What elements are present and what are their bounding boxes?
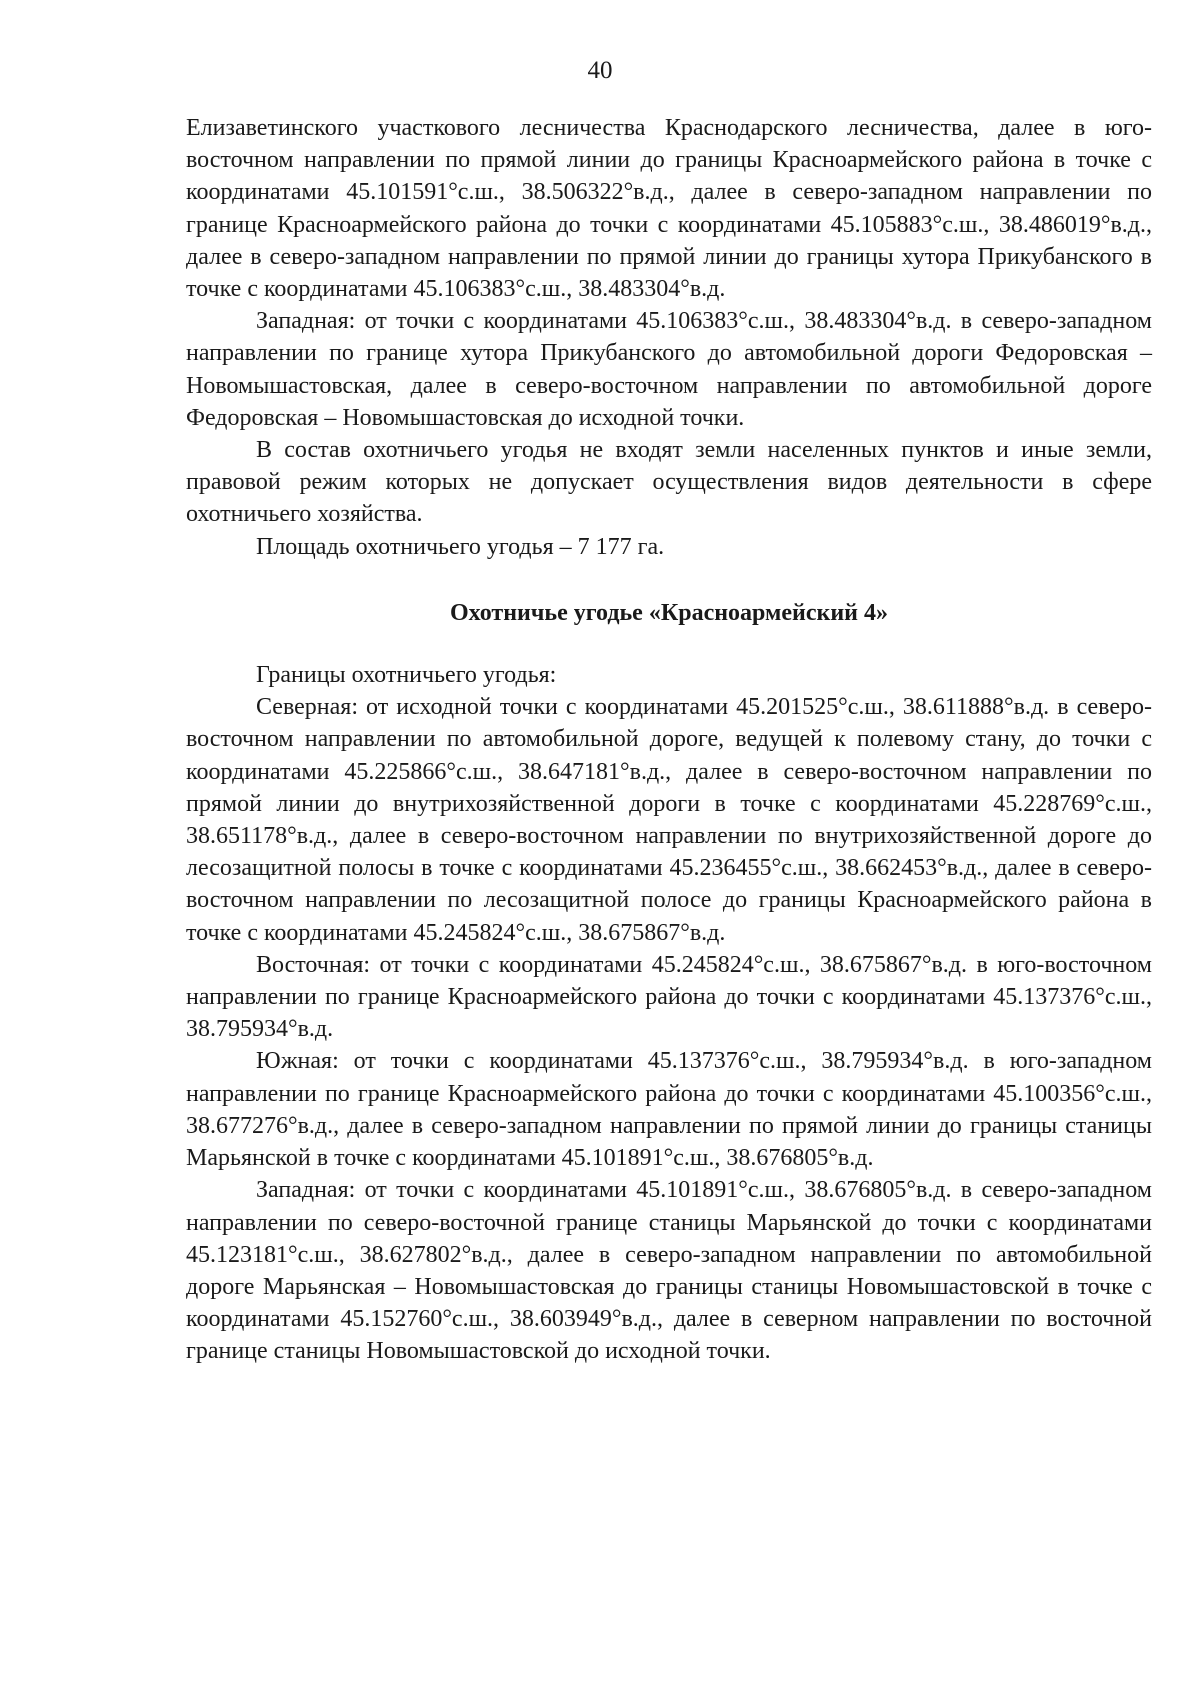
paragraph-boundaries-intro: Границы охотничьего угодья: (256, 662, 557, 689)
paragraph-western-boundary-prev: Западная: от точки с координатами 45.106383°с.ш., 38.483304°в.д. в северо-западном направлении по границе хутора Прикубанского до автомобильной дороги Федоровская – Новомышастовская, далее в северо-восточном направлении по автомобильной дороге Федоровская – Новомышастовская до исходной точки. (186, 308, 1152, 431)
paragraph-eastern-boundary: Восточная: от точки с координатами 45.245824°с.ш., 38.675867°в.д. в юго-восточном направлении по границе Красноармейского района до точки с координатами 45.137376°с.ш., 38.795934°в.д. (186, 951, 1152, 1043)
page-number: 40 (587, 57, 613, 84)
document-body (186, 112, 1152, 1368)
paragraph-southern-boundary: Южная: от точки с координатами 45.137376°с.ш., 38.795934°в.д. в юго-западном направлении по границе Красноармейского района до точки с координатами 45.100356°с.ш., 38.677276°в.д., далее в северо-западном направлении по прямой линии до границы станицы Марьянской в точке с координатами 45.101891°с.ш., 38.676805°в.д. (186, 1048, 1152, 1172)
paragraph-exclusions: В состав охотничьего угодья не входят земли населенных пунктов и иные земли, правовой режим которых не допускает осуществления видов деятельности в сфере охотничьего хозяйства. (186, 437, 1152, 528)
paragraph-northern-boundary: Северная: от исходной точки с координатами 45.201525°с.ш., 38.611888°в.д. в северо-восточном направлении по автомобильной дороге, ведущей к полевому стану, до точки с координатами 45.225866°с.ш., 38.647181°в.д., далее в северо-восточном направлении по прямой линии до внутрихозяйственной дороги в точке с координатами 45.228769°с.ш., 38.651178°в.д., далее в северо-восточном направлении по внутрихозяйственной дороге до лесозащитной полосы в точке с координатами 45.236455°с.ш., 38.662453°в.д., далее в северо-восточном направлении по лесозащитной полосе до границы Красноармейского района в точке с координатами 45.245824°с.ш., 38.675867°в.д. (186, 694, 1152, 946)
paragraph-area: Площадь охотничьего угодья – 7 177 га. (256, 533, 665, 560)
section-heading: Охотничье угодье «Красноармейский 4» (449, 599, 889, 626)
paragraph-continuation: Елизаветинского участкового лесничества Краснодарского лесничества, далее в юго-восточном направлении по прямой линии до границы Красноармейского района в точке с координатами 45.101591°с.ш., 38.506322°в.д., далее в северо-западном направлении по границе Красноармейского района до точки с координатами 45.105883°с.ш., 38.486019°в.д., далее в северо-западном направлении по прямой линии до границы хутора Прикубанского в точке с координатами 45.106383°с.ш., 38.483304°в.д. (186, 115, 1152, 303)
paragraph-western-boundary: Западная: от точки с координатами 45.101891°с.ш., 38.676805°в.д. в северо-западном направлении по северо-восточной границе станицы Марьянской до точки с координатами 45.123181°с.ш., 38.627802°в.д., далее в северо-западном направлении по автомобильной дороге Марьянская – Новомышастовская до границы станицы Новомышастовской в точке с координатами 45.152760°с.ш., 38.603949°в.д., далее в северном направлении по восточной границе станицы Новомышастовской до исходной точки. (186, 1177, 1152, 1365)
